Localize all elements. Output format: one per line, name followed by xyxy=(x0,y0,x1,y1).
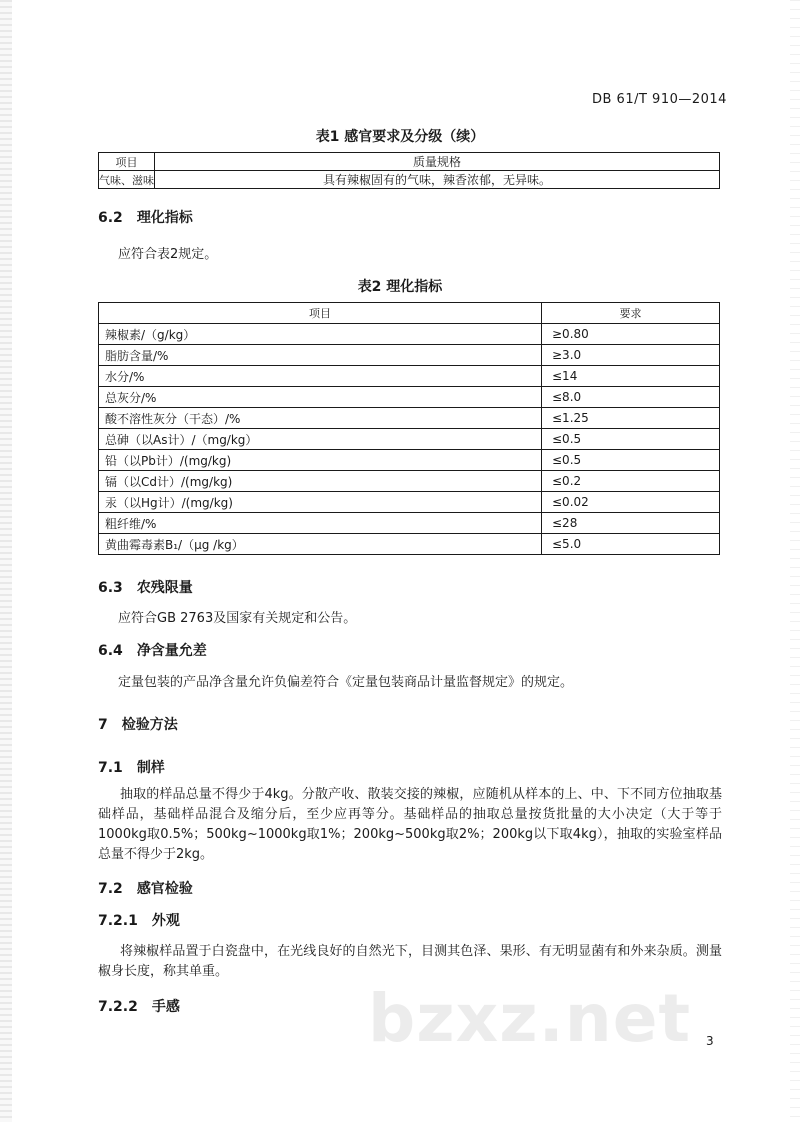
section-number: 7.1 xyxy=(98,760,123,776)
table2-title: 表2 理化指标 xyxy=(357,279,443,295)
table1-title: 表1 感官要求及分级（续） xyxy=(315,129,485,145)
table2-cell-item: 汞（以Hg计）/(mg/kg) xyxy=(99,492,542,513)
table-row xyxy=(99,171,720,189)
table2-cell-item: 镉（以Cd计）/(mg/kg) xyxy=(99,471,542,492)
table2-cell-value: ≤1.25 xyxy=(542,408,720,429)
table2-cell-item: 酸不溶性灰分（干态）/% xyxy=(99,408,542,429)
table2 xyxy=(98,302,720,555)
table1-cell-item: 气味、滋味 xyxy=(99,171,155,189)
section-title: 检验方法 xyxy=(121,717,178,733)
section-title: 净含量允差 xyxy=(136,643,207,659)
table-row xyxy=(99,324,720,345)
table2-header-requirement: 要求 xyxy=(542,303,720,324)
section-title: 外观 xyxy=(151,913,180,929)
section-number: 6.4 xyxy=(98,643,123,659)
table1 xyxy=(98,152,720,189)
scan-edge-left xyxy=(0,0,12,1122)
table2-cell-value: ≤0.5 xyxy=(542,429,720,450)
table-row xyxy=(99,429,720,450)
table-row xyxy=(99,513,720,534)
table2-cell-value: ≥3.0 xyxy=(542,345,720,366)
table2-cell-item: 铅（以Pb计）/(mg/kg) xyxy=(99,450,542,471)
section-7-1-heading xyxy=(98,757,165,777)
section-number: 6.3 xyxy=(98,580,123,596)
section-7-2-1-text: 将辣椒样品置于白瓷盘中，在光线良好的自然光下，目测其色泽、果形、有无明显菌有和外来杂质。测量椒身长度，称其单重。 xyxy=(98,944,722,979)
table1-header-row xyxy=(99,153,720,171)
section-number: 7.2 xyxy=(98,881,123,897)
table2-cell-value: ≤5.0 xyxy=(542,534,720,555)
table-row xyxy=(99,534,720,555)
table2-cell-value: ≤0.02 xyxy=(542,492,720,513)
table1-header-spec: 质量规格 xyxy=(155,153,720,171)
scan-edge-right xyxy=(790,0,800,1122)
table-row xyxy=(99,345,720,366)
table-row xyxy=(99,492,720,513)
table2-cell-item: 水分/% xyxy=(99,366,542,387)
section-6-2-heading xyxy=(98,207,193,227)
table2-cell-value: ≤0.2 xyxy=(542,471,720,492)
table2-cell-value: ≤28 xyxy=(542,513,720,534)
section-6-4-text: 定量包装的产品净含量允许负偏差符合《定量包装商品计量监督规定》的规定。 xyxy=(118,675,574,690)
table2-cell-value: ≤0.5 xyxy=(542,450,720,471)
section-7-1-text: 抽取的样品总量不得少于4kg。分散产收、散装交接的辣椒，应随机从样本的上、中、下不同方位抽取基础样品，基础样品混合及缩分后，至少应再等分。基础样品的抽取总量按货批量的大小决定（大于等于1000kg取0.5%；500kg~1000kg取1%；200kg~500kg取2%；200kg以下取4kg），抽取的实验室样品总量不得少于2kg。 xyxy=(98,787,722,862)
table1-header-item: 项目 xyxy=(99,153,155,171)
table2-header-row xyxy=(99,303,720,324)
table-row xyxy=(99,387,720,408)
table-row xyxy=(99,366,720,387)
table2-cell-item: 总砷（以As计）/（mg/kg） xyxy=(99,429,542,450)
table1-cell-spec: 具有辣椒固有的气味，辣香浓郁，无异味。 xyxy=(155,171,720,189)
section-number: 7.2.2 xyxy=(98,999,138,1015)
table2-cell-item: 脂肪含量/% xyxy=(99,345,542,366)
table2-cell-item: 总灰分/% xyxy=(99,387,542,408)
section-7-heading xyxy=(98,714,178,734)
table2-header-item: 项目 xyxy=(99,303,542,324)
section-title: 感官检验 xyxy=(136,881,193,897)
section-title: 手感 xyxy=(151,999,180,1015)
section-7-2-1-heading xyxy=(98,910,180,930)
watermark: bzxz.net xyxy=(368,980,692,1057)
section-7-2-heading xyxy=(98,878,193,898)
section-title: 农残限量 xyxy=(136,580,193,596)
table2-cell-item: 黄曲霉毒素B₁/（μg /kg） xyxy=(99,534,542,555)
section-6-3-text: 应符合GB 2763及国家有关规定和公告。 xyxy=(118,611,357,626)
table2-cell-item: 辣椒素/（g/kg） xyxy=(99,324,542,345)
section-title: 理化指标 xyxy=(136,210,193,226)
section-number: 6.2 xyxy=(98,210,123,226)
table-row xyxy=(99,471,720,492)
table2-cell-value: ≤8.0 xyxy=(542,387,720,408)
table-row xyxy=(99,450,720,471)
section-number: 7.2.1 xyxy=(98,913,138,929)
section-number: 7 xyxy=(98,717,108,733)
section-6-4-heading xyxy=(98,640,207,660)
table2-cell-value: ≤14 xyxy=(542,366,720,387)
document-code: DB 61/T 910—2014 xyxy=(592,92,727,107)
section-6-3-heading xyxy=(98,577,193,597)
table-row xyxy=(99,408,720,429)
section-title: 制样 xyxy=(136,760,165,776)
page-number: 3 xyxy=(706,1034,714,1048)
section-6-2-text: 应符合表2规定。 xyxy=(118,247,218,262)
section-7-2-2-heading xyxy=(98,996,180,1016)
table2-cell-item: 粗纤维/% xyxy=(99,513,542,534)
table2-cell-value: ≥0.80 xyxy=(542,324,720,345)
